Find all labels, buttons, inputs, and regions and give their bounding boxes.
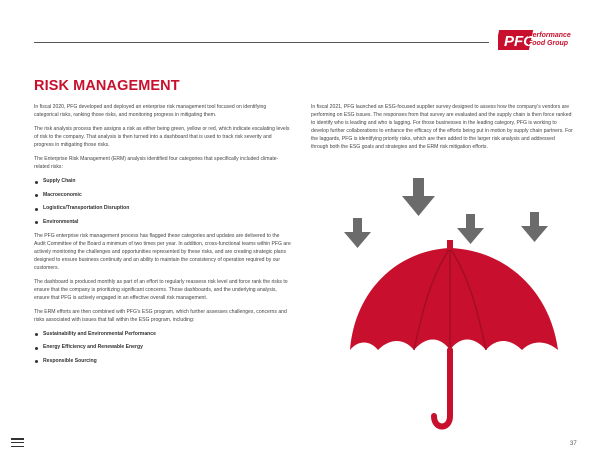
logo-text-line1: Performance	[528, 32, 571, 39]
arrow-icons	[344, 178, 548, 248]
menu-icon[interactable]	[11, 438, 24, 450]
list-item: Supply Chain	[34, 178, 292, 186]
paragraph: The Enterprise Risk Management (ERM) analysis identified four categories that specifically included climate-related risks:	[34, 156, 279, 171]
list-item: Sustainability and Environmental Performance	[34, 331, 292, 339]
logo-mark: PFG	[504, 33, 535, 50]
arrow-down-icon	[457, 214, 484, 244]
esg-issue-list	[34, 331, 292, 366]
paragraph: In fiscal 2021, PFG launched an ESG-focused supplier survey designed to assess how the company's vendors are performing on ESG issues. The responses from that survey are evaluated and the supply chain is then force ranked to identify who is leading and who is lagging. For those businesses in the leading category, PFG is working to develop further collaborations to enhance the efficacy of the efforts being put in motion by supply chain partners. For the laggards, PFG is identifying priority risks, which are then added to the larger risk analysis and addressed through both the ESG goals and strategies and the ERM risk mitigation efforts.	[311, 104, 573, 150]
umbrella-icon	[350, 240, 558, 427]
list-item: Responsible Sourcing	[34, 358, 292, 366]
page-number: 37	[570, 441, 577, 447]
paragraph: The PFG enterprise risk management process has flagged these categories and updates are delivered to the Audit Committee of the Board a minimum of two times per year. In addition, cross-functional teams within PFG are actively monitoring the challenges and opportunities represented by these risks, and are creating strategic plans designed to ensure business continuity and an ability to maintain the consistency of operation required by our customers.	[34, 232, 291, 271]
page-title: RISK MANAGEMENT	[34, 78, 180, 94]
arrow-down-icon	[402, 178, 435, 216]
climate-risk-list	[34, 178, 292, 226]
paragraph: The ERM efforts are then combined with PFG's ESG program, which further assesses challenges, concerns and risks associated with issues that fall within the ESG program, including:	[34, 308, 287, 323]
list-item: Energy Efficiency and Renewable Energy	[34, 344, 292, 352]
list-item: Logistics/Transportation Disruption	[34, 205, 292, 213]
header-rule	[34, 42, 489, 43]
logo-wordmark	[528, 32, 571, 48]
list-item: Macroeconomic	[34, 192, 292, 200]
left-column	[34, 104, 292, 372]
arrow-down-icon	[521, 212, 548, 242]
paragraph: The risk analysis process then assigns a risk as either being green, yellow or red, which indicate escalating levels of risk to the company. That analysis is then turned into a dashboard that is used to track risk severity and progress in mitigating those risks.	[34, 126, 290, 148]
umbrella-with-arrows-icon	[330, 178, 575, 448]
right-column	[311, 104, 573, 158]
paragraph: In fiscal 2020, PFG developed and deployed an enterprise risk management tool focused on identifying categorical risks, ranking those risks, and monitoring progress in mitigating them.	[34, 104, 267, 118]
paragraph: The dashboard is produced monthly as part of an effort to regularly reassess risk level and force rank the risks to ensure that the company is prioritizing significant concerns. Those dashboards, and the underlying analysis, ensure that PFG is actively engaged in an effective overall risk management.	[34, 278, 288, 301]
arrow-down-icon	[344, 218, 371, 248]
list-item: Environmental	[34, 219, 292, 227]
logo-text-line2: Food Group	[528, 40, 569, 47]
